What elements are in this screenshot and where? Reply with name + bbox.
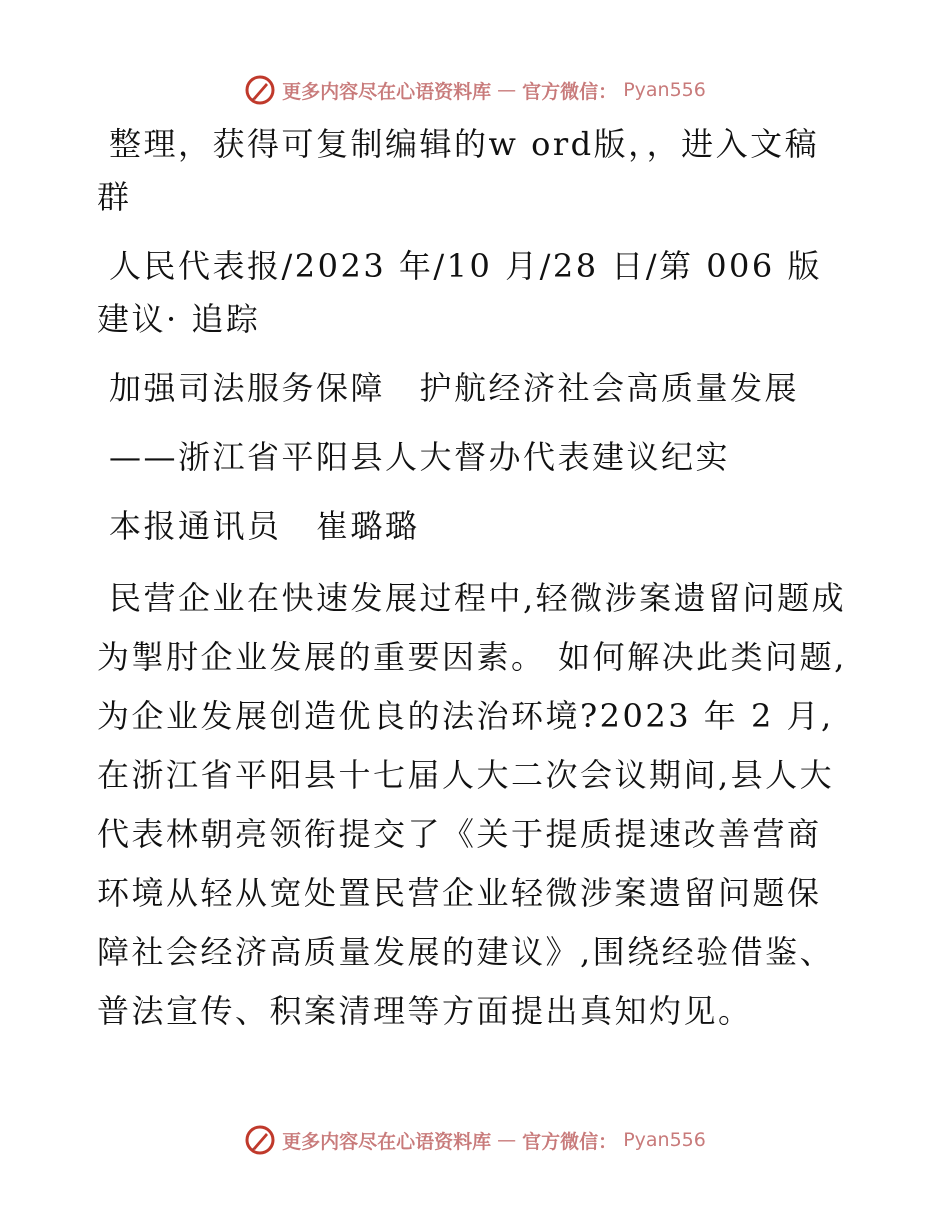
watermark-text: 更多内容尽在心语资料库 bbox=[282, 80, 492, 103]
article-title: 加强司法服务保障 护航经济社会高质量发展 bbox=[109, 369, 800, 407]
intro-note: 整理，获得可复制编辑的w ord版，，进入文稿群 bbox=[97, 125, 820, 216]
watermark-account-label: 官方微信： bbox=[522, 80, 618, 103]
watermark-separator: — bbox=[497, 1129, 517, 1151]
source-line: 人民代表报/2023 年/10 月/28 日/第 006 版建议· 追踪 bbox=[97, 247, 822, 338]
document-body bbox=[97, 118, 852, 1057]
footer-watermark bbox=[0, 1120, 950, 1160]
feather-pen-logo-icon bbox=[244, 1124, 276, 1156]
feather-pen-logo-icon bbox=[244, 74, 276, 106]
watermark-account-id: Pyan556 bbox=[623, 79, 706, 101]
watermark-account-label: 官方微信： bbox=[522, 1130, 618, 1153]
header-watermark bbox=[0, 70, 950, 110]
byline: 本报通讯员 崔璐璐 bbox=[109, 507, 420, 545]
watermark-separator: — bbox=[497, 79, 517, 101]
watermark-text: 更多内容尽在心语资料库 bbox=[282, 1130, 492, 1153]
article-subtitle: ——浙江省平阳县人大督办代表建议纪实 bbox=[109, 438, 731, 476]
body-paragraph: 民营企业在快速发展过程中,轻微涉案遗留问题成为掣肘企业发展的重要因素。 如何解决此类问题,为企业发展创造优良的法治环境?2023 年 2 月,在浙江省平阳县十七届人大二次会议期间,县人大代表林朝亮领衔提交了《关于提质提速改善营商环境从轻从宽处置民营企业轻微涉案遗留问题保障社会经济高质量发展的建议》,围绕经验借鉴、普法宣传、积案清理等方面提出真知灼见。 bbox=[97, 579, 847, 1030]
watermark-account-id: Pyan556 bbox=[623, 1129, 706, 1151]
